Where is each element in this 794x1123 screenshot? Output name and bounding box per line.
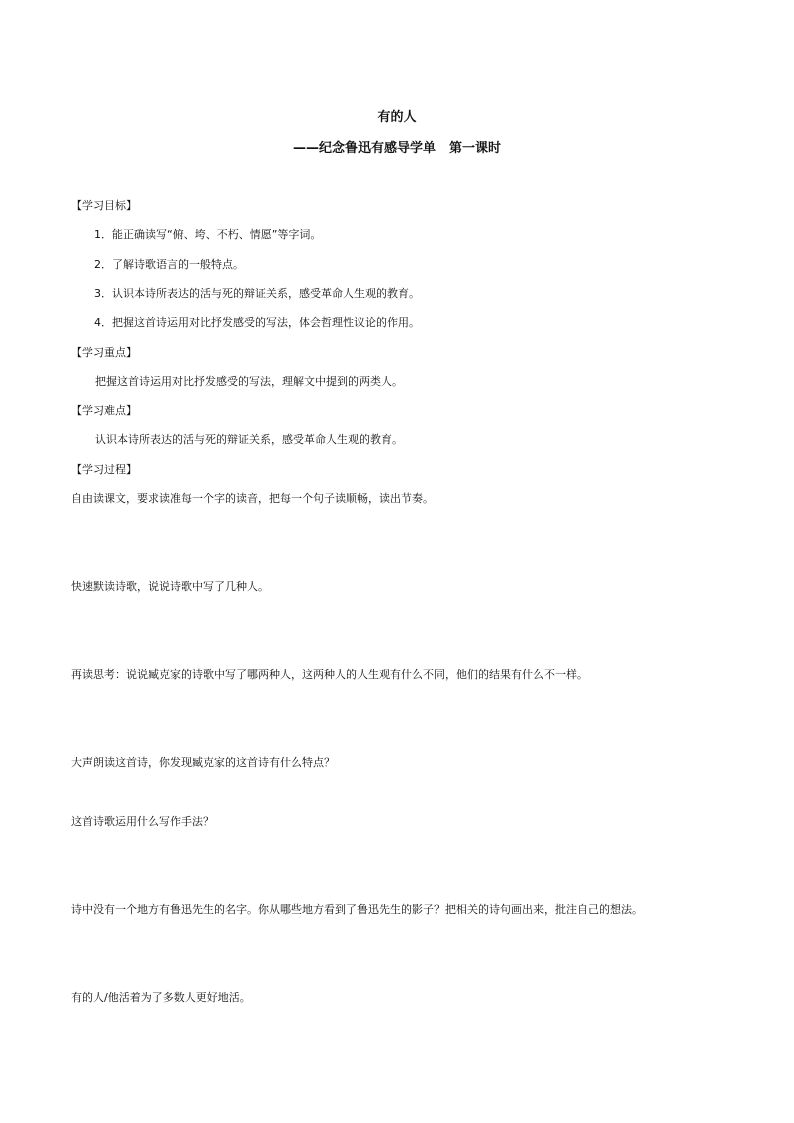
process-task-1: 自由读课文，要求读准每一个字的读音，把每一个句子读顺畅，读出节奏。 [71,492,434,505]
goal-item-2: 2．了解诗歌语言的一般特点。 [94,258,244,271]
document-subtitle: ——纪念鲁迅有感导学单 第一课时 [292,141,501,156]
difficulties-heading: 【学习难点】 [71,404,137,417]
process-task-4: 大声朗读这首诗，你发现臧克家的这首诗有什么特点？ [71,756,335,769]
document-title: 有的人 [377,110,417,125]
key-points-text: 把握这首诗运用对比抒发感受的写法，理解文中提到的两类人。 [95,375,403,388]
goal-item-3: 3．认识本诗所表达的活与死的辩证关系，感受革命人生观的教育。 [94,287,420,300]
goals-heading: 【学习目标】 [71,199,137,212]
goal-item-4: 4．把握这首诗运用对比抒发感受的写法，体会哲理性议论的作用。 [94,316,420,329]
process-task-5: 这首诗歌运用什么写作手法？ [71,815,214,828]
goal-item-1: 1．能正确读写“俯、垮、不朽、情愿”等字词。 [94,228,322,241]
process-task-2: 快速默读诗歌，说说诗歌中写了几种人。 [71,580,269,593]
key-points-heading: 【学习重点】 [71,346,137,359]
process-task-7: 有的人/他活着为了多数人更好地活。 [71,991,251,1004]
difficulties-text: 认识本诗所表达的活与死的辩证关系，感受革命人生观的教育。 [95,433,403,446]
process-heading: 【学习过程】 [71,463,137,476]
process-task-6: 诗中没有一个地方有鲁迅先生的名字。你从哪些地方看到了鲁迅先生的影子？把相关的诗句画出来，批注自己的想法。 [71,903,643,916]
process-task-3: 再读思考：说说臧克家的诗歌中写了哪两种人，这两种人的人生观有什么不同，他们的结果有什么不一样。 [71,668,588,681]
